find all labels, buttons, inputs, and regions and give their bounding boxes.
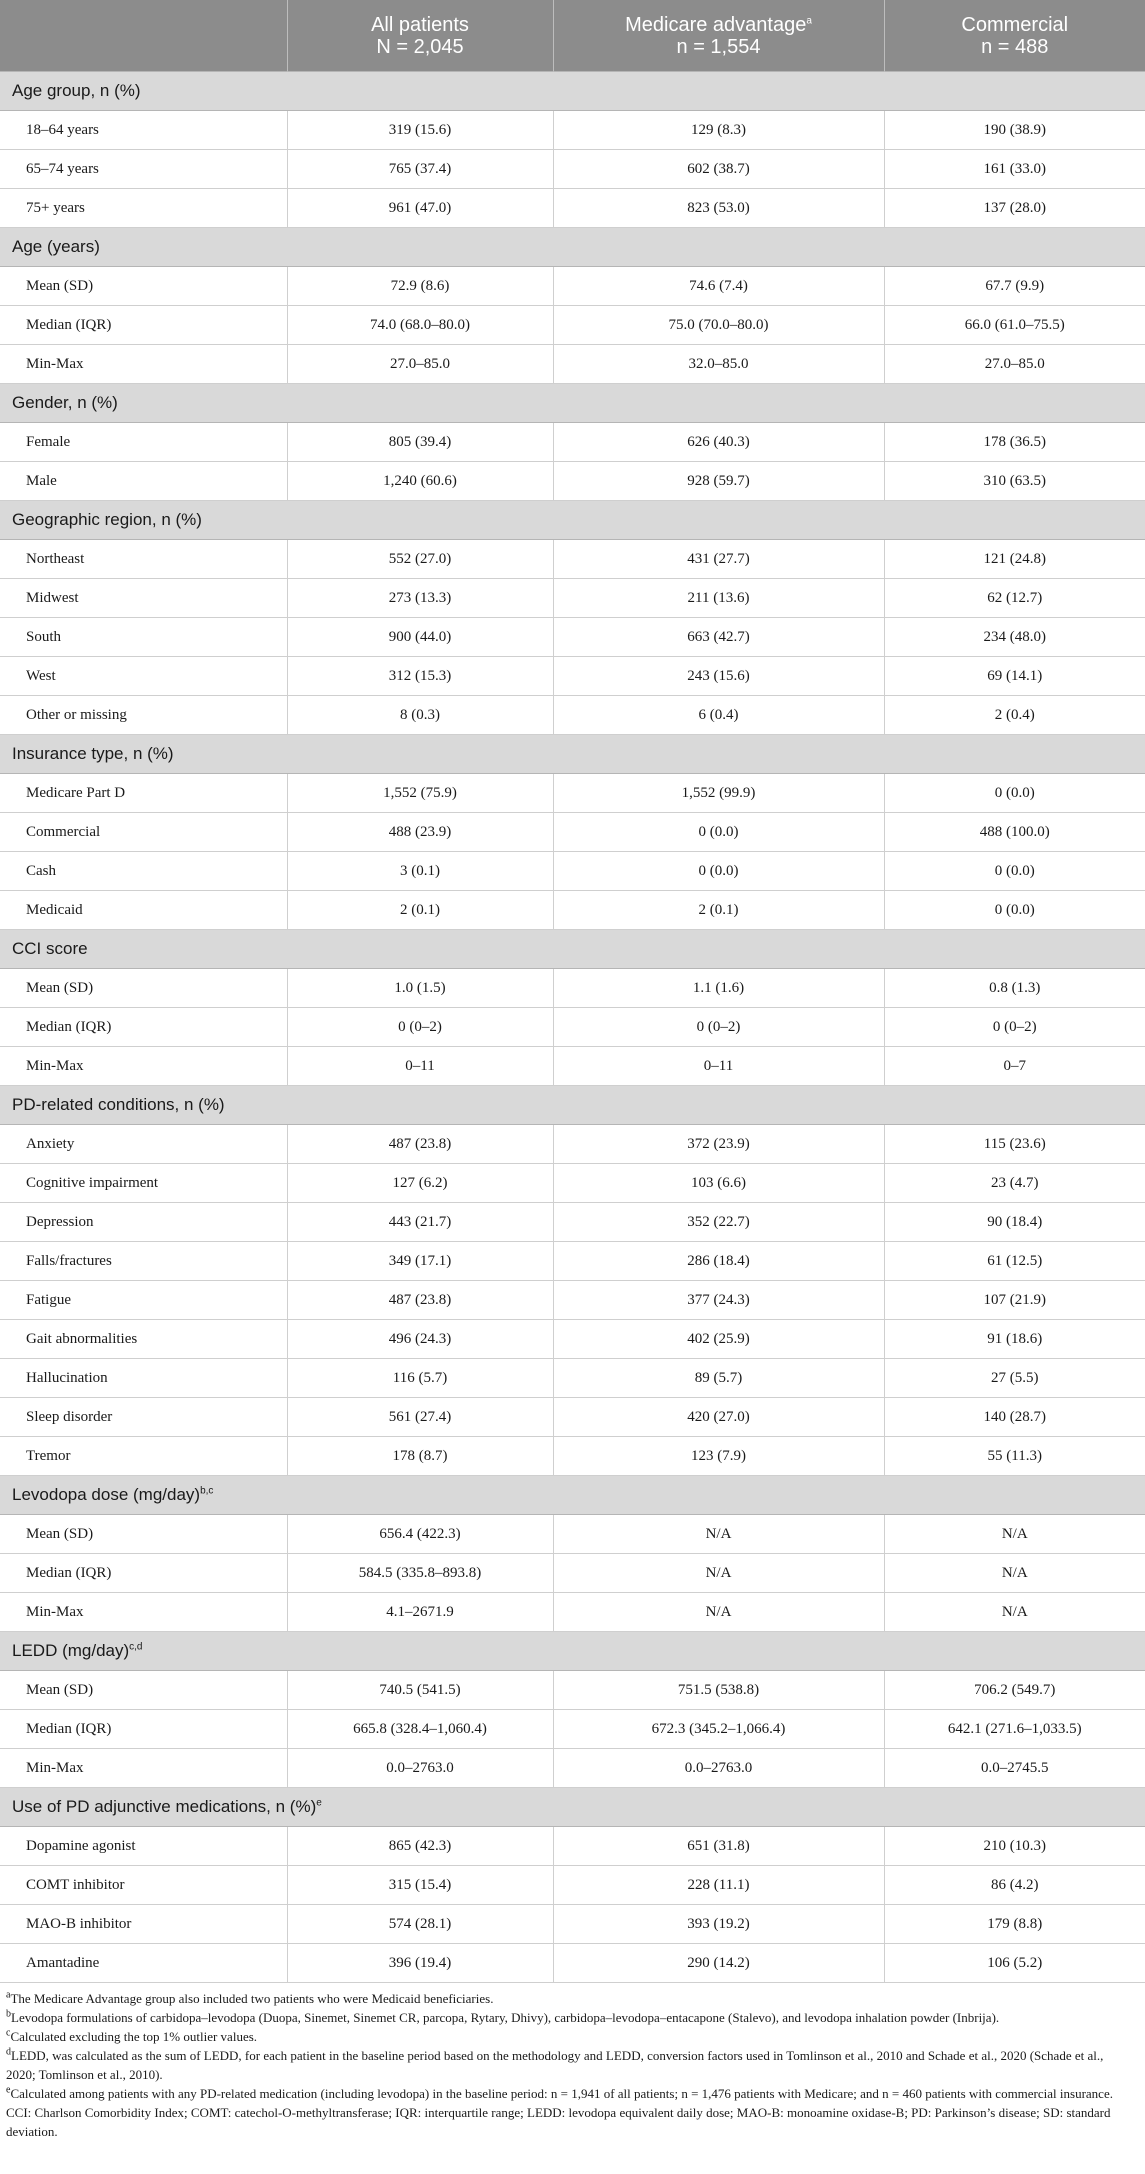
table-cell: 123 (7.9) [553,1437,884,1476]
table-cell: 561 (27.4) [287,1398,553,1437]
row-label: Gait abnormalities [0,1320,287,1359]
section-title: Age group, n (%) [0,72,1145,111]
table-cell: 900 (44.0) [287,618,553,657]
table-cell: 352 (22.7) [553,1203,884,1242]
table-cell: 651 (31.8) [553,1827,884,1866]
table-cell: 584.5 (335.8–893.8) [287,1554,553,1593]
table-cell: 66.0 (61.0–75.5) [884,306,1145,345]
header-all-patients: All patients N = 2,045 [287,0,553,72]
table-cell: 27.0–85.0 [287,345,553,384]
table-cell: 228 (11.1) [553,1866,884,1905]
table-cell: 642.1 (271.6–1,033.5) [884,1710,1145,1749]
table-cell: N/A [884,1515,1145,1554]
row-label: Fatigue [0,1281,287,1320]
table-row [0,969,1145,1008]
table-cell: 928 (59.7) [553,462,884,501]
row-label: Median (IQR) [0,1008,287,1047]
row-label: Male [0,462,287,501]
table-cell: 487 (23.8) [287,1281,553,1320]
table-cell: 106 (5.2) [884,1944,1145,1983]
table-cell: 23 (4.7) [884,1164,1145,1203]
table-cell: 6 (0.4) [553,696,884,735]
row-label: 65–74 years [0,150,287,189]
row-label: Female [0,423,287,462]
section-title: PD-related conditions, n (%) [0,1086,1145,1125]
table-cell: 103 (6.6) [553,1164,884,1203]
table-row [0,618,1145,657]
table-row [0,1437,1145,1476]
row-label: COMT inhibitor [0,1866,287,1905]
table-cell: 55 (11.3) [884,1437,1145,1476]
table-cell: 0–11 [287,1047,553,1086]
section-header-row [0,72,1145,111]
row-label: Mean (SD) [0,1515,287,1554]
table-cell: 69 (14.1) [884,657,1145,696]
table-cell: 127 (6.2) [287,1164,553,1203]
table-cell: 823 (53.0) [553,189,884,228]
section-header-row [0,1476,1145,1515]
row-label: Medicare Part D [0,774,287,813]
table-row [0,696,1145,735]
section-title: LEDD $(mg/day)^{c,d}$ [0,1632,1145,1671]
footnote: $^e$Calculated among patients with any PD-related medication (including levodopa) in the baseline period: n = 1,941 of all patients; n = 1,476 patients with Medicare; and n = 460 patients with commercial insurance. [6,2084,1113,2101]
table-cell: 315 (15.4) [287,1866,553,1905]
table-cell: 0–7 [884,1047,1145,1086]
row-label: Commercial [0,813,287,852]
row-label: Cognitive impairment [0,1164,287,1203]
table-cell: 0 (0–2) [553,1008,884,1047]
table-cell: 3 (0.1) [287,852,553,891]
table-body [0,72,1145,1983]
table-row [0,1554,1145,1593]
footnote: $^c$Calculated excluding the top 1% outlier values. [6,2027,258,2044]
row-label: Other or missing [0,696,287,735]
table-cell: 402 (25.9) [553,1320,884,1359]
table-cell: 663 (42.7) [553,618,884,657]
table-cell: 1.0 (1.5) [287,969,553,1008]
table-row [0,1944,1145,1983]
table-cell: 161 (33.0) [884,150,1145,189]
table-row [0,1515,1145,1554]
row-label: 75+ years [0,189,287,228]
table-cell: 286 (18.4) [553,1242,884,1281]
footnote: $^b$Levodopa formulations of carbidopa–levodopa (Duopa, Sinemet, Sinemet CR, parcopa, Rytary, Dhivy), carbidopa–levodopa–entacapone (Stalevo), and levodopa inhalation powder (Inbrija). [6,2008,1000,2025]
row-label: MAO-B inhibitor [0,1905,287,1944]
table-cell: 1,552 (99.9) [553,774,884,813]
table-row [0,423,1145,462]
table-row [0,1125,1145,1164]
section-header-row [0,930,1145,969]
table-cell: 961 (47.0) [287,189,553,228]
table-cell: 487 (23.8) [287,1125,553,1164]
row-label: Dopamine agonist [0,1827,287,1866]
table-cell: 0 (0–2) [287,1008,553,1047]
table-row [0,462,1145,501]
table-cell: 602 (38.7) [553,150,884,189]
table-cell: 0 (0.0) [553,852,884,891]
table-row [0,1827,1145,1866]
table-cell: 32.0–85.0 [553,345,884,384]
table-cell: 0–11 [553,1047,884,1086]
table-cell: 2 (0.1) [287,891,553,930]
section-header-row [0,228,1145,267]
row-label: Median (IQR) [0,306,287,345]
table-cell: 27.0–85.0 [884,345,1145,384]
row-label: Mean (SD) [0,1671,287,1710]
table-cell: 90 (18.4) [884,1203,1145,1242]
table-cell: 2 (0.4) [884,696,1145,735]
table-cell: 74.0 (68.0–80.0) [287,306,553,345]
row-label: West [0,657,287,696]
table-cell: 1,240 (60.6) [287,462,553,501]
table-row [0,267,1145,306]
section-header-row [0,735,1145,774]
row-label: Medicaid [0,891,287,930]
table-row [0,852,1145,891]
row-label: Mean (SD) [0,969,287,1008]
row-label: 18–64 years [0,111,287,150]
header-row [0,0,1145,72]
section-title: Age (years) [0,228,1145,267]
row-label: Depression [0,1203,287,1242]
table-cell: 91 (18.6) [884,1320,1145,1359]
row-label: Sleep disorder [0,1398,287,1437]
table-cell: 8 (0.3) [287,696,553,735]
table-cell: 190 (38.9) [884,111,1145,150]
table-cell: 234 (48.0) [884,618,1145,657]
table-cell: 89 (5.7) [553,1359,884,1398]
row-label: Midwest [0,579,287,618]
table-cell: 67.7 (9.9) [884,267,1145,306]
table-cell: 310 (63.5) [884,462,1145,501]
table-row [0,1320,1145,1359]
table-cell: 62 (12.7) [884,579,1145,618]
table-cell: 211 (13.6) [553,579,884,618]
table-cell: 178 (36.5) [884,423,1145,462]
table-row [0,1281,1145,1320]
table-cell: 121 (24.8) [884,540,1145,579]
table-cell: 574 (28.1) [287,1905,553,1944]
table-cell: 2 (0.1) [553,891,884,930]
table-cell: 4.1–2671.9 [287,1593,553,1632]
section-header-row [0,1632,1145,1671]
table-cell: 656.4 (422.3) [287,1515,553,1554]
table-cell: 665.8 (328.4–1,060.4) [287,1710,553,1749]
table-row [0,1710,1145,1749]
table-cell: 349 (17.1) [287,1242,553,1281]
section-header-row [0,1788,1145,1827]
row-label: Falls/fractures [0,1242,287,1281]
table-row [0,306,1145,345]
table-cell: 420 (27.0) [553,1398,884,1437]
table-row [0,1008,1145,1047]
table-cell: 431 (27.7) [553,540,884,579]
table-cell: 72.9 (8.6) [287,267,553,306]
table-cell: 496 (24.3) [287,1320,553,1359]
table-cell: 273 (13.3) [287,579,553,618]
table-cell: 751.5 (538.8) [553,1671,884,1710]
table-cell: 672.3 (345.2–1,066.4) [553,1710,884,1749]
table-cell: 740.5 (541.5) [287,1671,553,1710]
table-cell: 0 (0.0) [884,891,1145,930]
table-cell: 552 (27.0) [287,540,553,579]
table-row [0,1164,1145,1203]
table-cell: 1,552 (75.9) [287,774,553,813]
table-cell: 178 (8.7) [287,1437,553,1476]
section-title: Gender, n (%) [0,384,1145,423]
table-row [0,150,1145,189]
table-cell: 372 (23.9) [553,1125,884,1164]
row-label: Median (IQR) [0,1554,287,1593]
table-cell: 140 (28.7) [884,1398,1145,1437]
table-cell: 61 (12.5) [884,1242,1145,1281]
table-cell: 116 (5.7) [287,1359,553,1398]
section-title: CCI score [0,930,1145,969]
table-cell: 805 (39.4) [287,423,553,462]
table-row [0,1671,1145,1710]
table-cell: 319 (15.6) [287,111,553,150]
table-cell: 312 (15.3) [287,657,553,696]
table-cell: 0 (0.0) [884,852,1145,891]
row-label: Median (IQR) [0,1710,287,1749]
table-cell: 86 (4.2) [884,1866,1145,1905]
table-row [0,1398,1145,1437]
table-row [0,1593,1145,1632]
table-row [0,1359,1145,1398]
table-cell: 74.6 (7.4) [553,267,884,306]
row-label: Hallucination [0,1359,287,1398]
table-cell: 75.0 (70.0–80.0) [553,306,884,345]
table-cell: N/A [884,1554,1145,1593]
table-cell: 0.0–2763.0 [287,1749,553,1788]
row-label: Tremor [0,1437,287,1476]
table-row [0,189,1145,228]
section-header-row [0,1086,1145,1125]
table-row [0,1905,1145,1944]
table-cell: 488 (23.9) [287,813,553,852]
table-row [0,1749,1145,1788]
section-title: Insurance type, n (%) [0,735,1145,774]
row-label: Northeast [0,540,287,579]
section-title: Levodopa dose $(mg/day)^{b,c}$ [0,1476,1145,1515]
table-cell: 290 (14.2) [553,1944,884,1983]
table-cell: 137 (28.0) [884,189,1145,228]
section-title: Geographic region, n (%) [0,501,1145,540]
header-medicare-advantage: Medicare advantage$^a$ n = 1,554 [553,0,884,72]
row-label: Amantadine [0,1944,287,1983]
footnote: CCI: Charlson Comorbidity Index; COMT: catechol-O-methyltransferase; IQR: interquartile range; LEDD: levodopa equivalent daily dose; MAO-B: monoamine oxidase-B; PD: Parkinson’s disease; SD: standard deviation. [6,2105,1111,2139]
table-cell: N/A [884,1593,1145,1632]
section-header-row [0,501,1145,540]
footnote: $^a$The Medicare Advantage group also included two patients who were Medicaid beneficiaries. [6,1989,494,2006]
table-cell: 488 (100.0) [884,813,1145,852]
table-cell: 706.2 (549.7) [884,1671,1145,1710]
footnotes [0,1983,1145,2141]
header-commercial: Commercial n = 488 [884,0,1145,72]
table-cell: 377 (24.3) [553,1281,884,1320]
table-cell: 0.0–2745.5 [884,1749,1145,1788]
table-cell: N/A [553,1593,884,1632]
table-row [0,1047,1145,1086]
table-row [0,1866,1145,1905]
table-cell: 27 (5.5) [884,1359,1145,1398]
table-cell: 0.8 (1.3) [884,969,1145,1008]
table-cell: 115 (23.6) [884,1125,1145,1164]
row-label: Anxiety [0,1125,287,1164]
table-row [0,345,1145,384]
table-row [0,891,1145,930]
table-cell: 107 (21.9) [884,1281,1145,1320]
table-cell: 0 (0–2) [884,1008,1145,1047]
table-cell: 865 (42.3) [287,1827,553,1866]
table-row [0,657,1145,696]
table-cell: 210 (10.3) [884,1827,1145,1866]
table-cell: 0 (0.0) [884,774,1145,813]
table-row [0,579,1145,618]
table-cell: 765 (37.4) [287,150,553,189]
table-cell: 129 (8.3) [553,111,884,150]
row-label: Min-Max [0,1593,287,1632]
table-row [0,111,1145,150]
table-cell: 443 (21.7) [287,1203,553,1242]
header-empty [0,0,287,72]
row-label: Min-Max [0,345,287,384]
section-header-row [0,384,1145,423]
table-row [0,774,1145,813]
table-cell: N/A [553,1515,884,1554]
table-cell: 243 (15.6) [553,657,884,696]
table-row [0,1242,1145,1281]
section-title: Use of PD adjunctive medications, n (%)$^e$ [0,1788,1145,1827]
row-label: Min-Max [0,1749,287,1788]
row-label: Min-Max [0,1047,287,1086]
table-row [0,1203,1145,1242]
table-cell: 393 (19.2) [553,1905,884,1944]
row-label: Mean (SD) [0,267,287,306]
table-cell: 0.0–2763.0 [553,1749,884,1788]
footnote: $^d$LEDD, was calculated as the sum of LEDD, for each patient in the baseline period based on the methodology and LEDD, conversion factors used in Tomlinson et al., 2010 and Schade et al., 2020 (Schade et al., 2020; Tomlinson et al., 2010). [6,2046,1104,2082]
row-label: South [0,618,287,657]
table-cell: 179 (8.8) [884,1905,1145,1944]
table-row [0,540,1145,579]
table-cell: 626 (40.3) [553,423,884,462]
table-cell: 0 (0.0) [553,813,884,852]
row-label: Cash [0,852,287,891]
table-cell: 396 (19.4) [287,1944,553,1983]
table-cell: 1.1 (1.6) [553,969,884,1008]
table-row [0,813,1145,852]
table-cell: N/A [553,1554,884,1593]
